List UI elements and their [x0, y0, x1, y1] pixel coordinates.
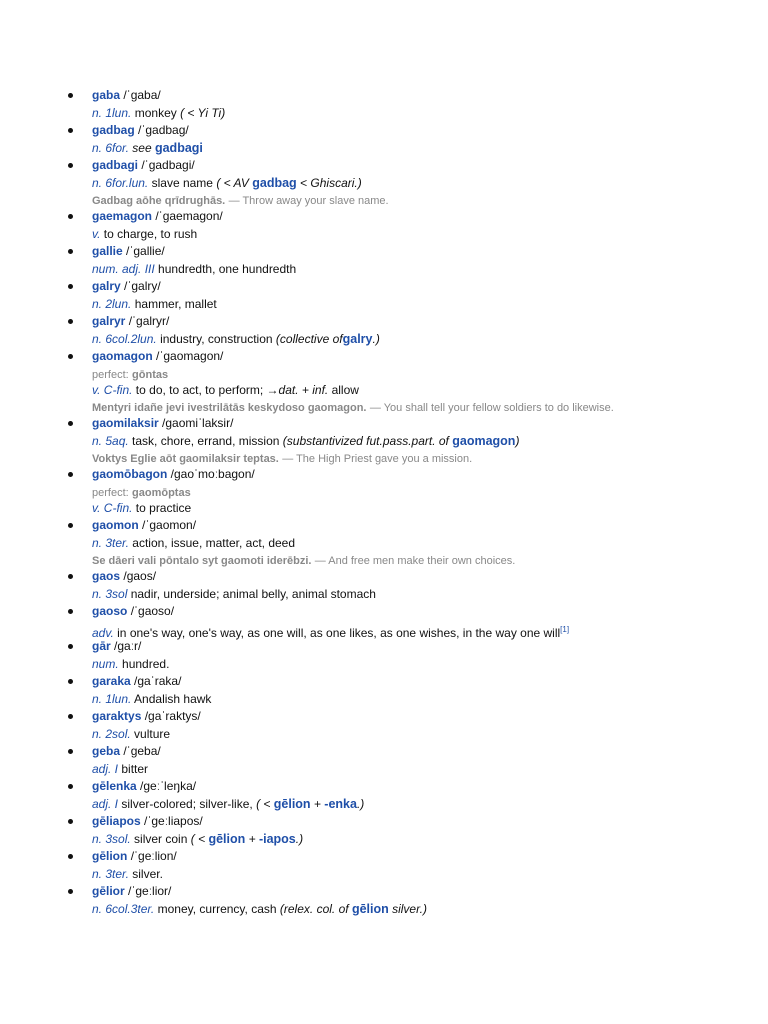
- headword-line: [92, 122, 768, 140]
- entry: [0, 243, 768, 278]
- example-line: [92, 399, 768, 415]
- part-of-speech[interactable]: adj. I: [92, 796, 119, 811]
- etymology-plus: +: [313, 796, 321, 811]
- headword[interactable]: gadbagi: [92, 158, 139, 172]
- bullet: [68, 609, 73, 614]
- part-of-speech[interactable]: n. 1lun.: [92, 691, 132, 706]
- headword-line: [92, 87, 768, 105]
- definition-line: [92, 226, 768, 244]
- definition: bitter: [121, 761, 149, 776]
- headword[interactable]: gallie: [92, 244, 123, 258]
- definition: action, issue, matter, act, deed: [132, 535, 296, 550]
- headword-line: [92, 568, 768, 586]
- pronunciation: /ˈgadbag/: [138, 123, 189, 137]
- bullet: [68, 889, 73, 894]
- bullet: [68, 679, 73, 684]
- headword[interactable]: gēlior: [92, 884, 125, 898]
- example-sentence: Voktys Eglie aōt gaomilaksir teptas.: [92, 453, 279, 465]
- part-of-speech[interactable]: v. C-fin.: [92, 382, 133, 397]
- definition: silver.: [132, 866, 163, 881]
- entry: [0, 883, 768, 918]
- part-of-speech[interactable]: n. 6col.3ter.: [92, 901, 155, 916]
- definition-line: [92, 261, 768, 279]
- example-translation: — Throw away your slave name.: [228, 195, 389, 207]
- definition-line: [92, 433, 768, 451]
- part-of-speech[interactable]: n. 6for.lun.: [92, 175, 149, 190]
- definition: in one's way, one's way, as one will, as one likes, as one wishes, in the way one will: [117, 625, 561, 640]
- definition-line: [92, 726, 768, 744]
- perfect-form: gaomōptas: [132, 486, 191, 499]
- example-translation: — You shall tell your fellow soldiers to do likewise.: [369, 402, 614, 414]
- pronunciation: /geːˈleŋka/: [140, 779, 197, 793]
- etymology-suffix: .): [356, 796, 365, 811]
- perfect-form: gōntas: [132, 368, 169, 381]
- part-of-speech[interactable]: n. 5aq.: [92, 433, 129, 448]
- bullet: [68, 421, 73, 426]
- definition-line: [92, 105, 768, 123]
- headword-line: [92, 883, 768, 901]
- example-sentence: Se dāeri vali pōntalo syt gaomoti iderēbzi.: [92, 555, 312, 567]
- etymology-suffix: ): [515, 433, 520, 448]
- bullet: [68, 854, 73, 859]
- pronunciation: /ˈgaemagon/: [155, 209, 223, 223]
- etymology-link[interactable]: gadbag: [252, 175, 297, 190]
- headword[interactable]: gaomilaksir: [92, 416, 159, 430]
- pronunciation: /ˈgaoso/: [130, 604, 175, 618]
- entry: [0, 673, 768, 708]
- example-line: [92, 192, 768, 208]
- part-of-speech[interactable]: v. C-fin.: [92, 500, 133, 515]
- pronunciation: /gaˈraka/: [134, 674, 182, 688]
- definition-line: [92, 382, 768, 400]
- etymology-link-suffix[interactable]: -iapos: [258, 831, 296, 846]
- bullet: [68, 163, 73, 168]
- part-of-speech[interactable]: n. 2sol.: [92, 726, 131, 741]
- definition: silver-colored; silver-like,: [121, 796, 253, 811]
- definition: Andalish hawk: [134, 691, 212, 706]
- definition-line: [92, 761, 768, 779]
- see-link[interactable]: gadbagi: [154, 140, 203, 155]
- entry: [0, 87, 768, 122]
- headword[interactable]: gaomōbagon: [92, 467, 168, 481]
- etymology-prefix: (substantivized fut.pass.part. of: [282, 433, 449, 448]
- definition-line: [92, 621, 768, 639]
- pronunciation: /ˈgadbagi/: [141, 158, 195, 172]
- pronunciation: /ˈgaomon/: [142, 518, 197, 532]
- bullet: [68, 354, 73, 359]
- perfect-line: [92, 366, 768, 382]
- headword[interactable]: gaoso: [92, 604, 128, 618]
- definition: task, chore, errand, mission: [132, 433, 280, 448]
- bullet: [68, 319, 73, 324]
- definition-line: [92, 901, 768, 919]
- see-label: see: [132, 140, 152, 155]
- bullet: [68, 214, 73, 219]
- usage-pattern: dat. + inf.: [278, 382, 329, 397]
- pronunciation: /gaomiˈlaksir/: [162, 416, 234, 430]
- example-line: [92, 552, 768, 568]
- etymology-link[interactable]: gēlion: [351, 901, 389, 916]
- pronunciation: /ˈgalry/: [124, 279, 161, 293]
- example-translation: — The High Priest gave you a mission.: [282, 453, 473, 465]
- bullet: [68, 714, 73, 719]
- dictionary-list: [0, 87, 768, 918]
- etymology-suffix: silver.): [392, 901, 427, 916]
- pronunciation: /ˈgalryr/: [128, 314, 170, 328]
- etymology-prefix: ( < AV: [216, 175, 249, 190]
- etymology-link[interactable]: galry: [342, 331, 373, 346]
- example-translation: — And free men make their own choices.: [314, 555, 516, 567]
- headword-line: [92, 208, 768, 226]
- etymology-prefix: (relex. col. of: [279, 901, 349, 916]
- definition-line: [92, 831, 768, 849]
- bullet: [68, 249, 73, 254]
- definition: hundredth, one hundredth: [158, 261, 297, 276]
- pronunciation: /ˈgeba/: [123, 744, 161, 758]
- headword[interactable]: gēliapos: [92, 814, 141, 828]
- part-of-speech[interactable]: v.: [92, 226, 101, 241]
- part-of-speech[interactable]: n. 6for.: [92, 140, 129, 155]
- part-of-speech[interactable]: n. 3sol: [92, 586, 128, 601]
- definition: to do, to act, to perform; →: [135, 382, 279, 397]
- entry: [0, 568, 768, 603]
- definition: industry, construction: [160, 331, 273, 346]
- headword-line: [92, 517, 768, 535]
- etymology-suffix: .): [295, 831, 304, 846]
- definition: monkey: [134, 105, 177, 120]
- headword[interactable]: gadbag: [92, 123, 135, 137]
- example-line: [92, 450, 768, 466]
- entry: [0, 638, 768, 673]
- pronunciation: /ˈgeːlion/: [130, 849, 177, 863]
- entry: [0, 122, 768, 157]
- part-of-speech[interactable]: adv.: [92, 625, 114, 640]
- pronunciation: /ˈgeːliapos/: [144, 814, 203, 828]
- entry: [0, 157, 768, 208]
- etymology-link[interactable]: gēlion: [208, 831, 246, 846]
- headword-line: [92, 638, 768, 656]
- etymology-prefix: ( <: [256, 796, 271, 811]
- etymology-suffix: < Ghiscari.): [300, 175, 362, 190]
- pronunciation: /ˈgeːlior/: [128, 884, 172, 898]
- headword-line: [92, 743, 768, 761]
- etymology-link[interactable]: gaomagon: [452, 433, 516, 448]
- entry: [0, 603, 768, 638]
- definition: hammer, mallet: [134, 296, 217, 311]
- headword-line: [92, 157, 768, 175]
- etymology-link[interactable]: gēlion: [273, 796, 311, 811]
- etymology-prefix: (collective of: [275, 331, 343, 346]
- headword-line: [92, 778, 768, 796]
- headword-line: [92, 415, 768, 433]
- etymology-link-suffix[interactable]: -enka: [324, 796, 357, 811]
- etymology-plus: +: [248, 831, 256, 846]
- pronunciation: /gaːr/: [114, 639, 142, 653]
- definition: hundred.: [122, 656, 170, 671]
- headword[interactable]: gaos: [92, 569, 121, 583]
- headword[interactable]: garaka: [92, 674, 131, 688]
- bullet: [68, 523, 73, 528]
- entry: [0, 743, 768, 778]
- part-of-speech[interactable]: num.: [92, 656, 119, 671]
- perfect-label: perfect:: [92, 368, 129, 381]
- headword[interactable]: gēlenka: [92, 779, 137, 793]
- part-of-speech[interactable]: n. 3ter.: [92, 866, 129, 881]
- headword[interactable]: galry: [92, 279, 121, 293]
- headword[interactable]: gaemagon: [92, 209, 153, 223]
- etymology-suffix: .): [372, 331, 380, 346]
- definition-line: [92, 175, 768, 193]
- part-of-speech[interactable]: n. 3sol.: [92, 831, 131, 846]
- headword-line: [92, 348, 768, 366]
- bullet: [68, 128, 73, 133]
- pronunciation: /ˈgallie/: [126, 244, 165, 258]
- entry: [0, 208, 768, 243]
- part-of-speech[interactable]: adj. I: [92, 761, 119, 776]
- bullet: [68, 784, 73, 789]
- part-of-speech[interactable]: n. 1lun.: [92, 105, 132, 120]
- entry: [0, 778, 768, 813]
- definition: to practice: [135, 500, 192, 515]
- headword[interactable]: gēlion: [92, 849, 128, 863]
- entry: [0, 517, 768, 568]
- headword[interactable]: gaomon: [92, 518, 139, 532]
- headword-line: [92, 603, 768, 621]
- definition-line: [92, 500, 768, 518]
- entry: [0, 466, 768, 517]
- definition: to charge, to rush: [103, 226, 198, 241]
- perfect-line: [92, 484, 768, 500]
- pronunciation: /gaoˈmoːbagon/: [170, 467, 255, 481]
- headword-line: [92, 708, 768, 726]
- definition-line: [92, 866, 768, 884]
- definition-line: [92, 586, 768, 604]
- headword-line: [92, 243, 768, 261]
- pronunciation: /ˈgaomagon/: [156, 349, 224, 363]
- part-of-speech[interactable]: n. 3ter.: [92, 535, 129, 550]
- definition-line: [92, 140, 768, 158]
- definition: silver coin: [134, 831, 188, 846]
- headword[interactable]: gaomagon: [92, 349, 153, 363]
- bullet: [68, 819, 73, 824]
- part-of-speech[interactable]: n. 2lun.: [92, 296, 132, 311]
- bullet: [68, 574, 73, 579]
- pronunciation: /gaos/: [123, 569, 157, 583]
- definition-line: [92, 656, 768, 674]
- entry: [0, 848, 768, 883]
- definition-line: [92, 796, 768, 814]
- bullet: [68, 749, 73, 754]
- headword[interactable]: gār: [92, 639, 111, 653]
- headword[interactable]: geba: [92, 744, 121, 758]
- entry: [0, 278, 768, 313]
- part-of-speech[interactable]: num. adj. III: [92, 261, 155, 276]
- headword[interactable]: garaktys: [92, 709, 142, 723]
- footnote-reference[interactable]: [1]: [560, 624, 570, 634]
- entry: [0, 813, 768, 848]
- definition: slave name: [151, 175, 213, 190]
- headword-line: [92, 813, 768, 831]
- bullet: [68, 284, 73, 289]
- headword-line: [92, 278, 768, 296]
- bullet: [68, 93, 73, 98]
- bullet: [68, 472, 73, 477]
- definition: money, currency, cash: [157, 901, 277, 916]
- headword-line: [92, 673, 768, 691]
- pronunciation: /gaˈraktys/: [144, 709, 201, 723]
- definition-line: [92, 296, 768, 314]
- etymology-prefix: ( <: [190, 831, 206, 846]
- example-sentence: Mentyri idañe jevi ivestrilātās keskydoso gaomagon.: [92, 402, 367, 414]
- definition-line: [92, 331, 768, 349]
- bullet: [68, 644, 73, 649]
- headword-line: [92, 466, 768, 484]
- etymology: ( < Yi Ti): [180, 105, 226, 120]
- entry: [0, 348, 768, 415]
- definition-line: [92, 691, 768, 709]
- headword[interactable]: gaba: [92, 88, 121, 102]
- perfect-label: perfect:: [92, 486, 129, 499]
- pronunciation: /ˈgaba/: [123, 88, 161, 102]
- entry: [0, 415, 768, 466]
- headword-line: [92, 848, 768, 866]
- definition-extra: allow: [331, 382, 359, 397]
- definition: vulture: [134, 726, 171, 741]
- example-sentence: Gadbag aōhe qrīdrughās.: [92, 195, 226, 207]
- entry: [0, 708, 768, 743]
- part-of-speech[interactable]: n. 6col.2lun.: [92, 331, 157, 346]
- headword-line: [92, 313, 768, 331]
- definition-line: [92, 535, 768, 553]
- headword[interactable]: galryr: [92, 314, 126, 328]
- definition: nadir, underside; animal belly, animal stomach: [130, 586, 376, 601]
- entry: [0, 313, 768, 348]
